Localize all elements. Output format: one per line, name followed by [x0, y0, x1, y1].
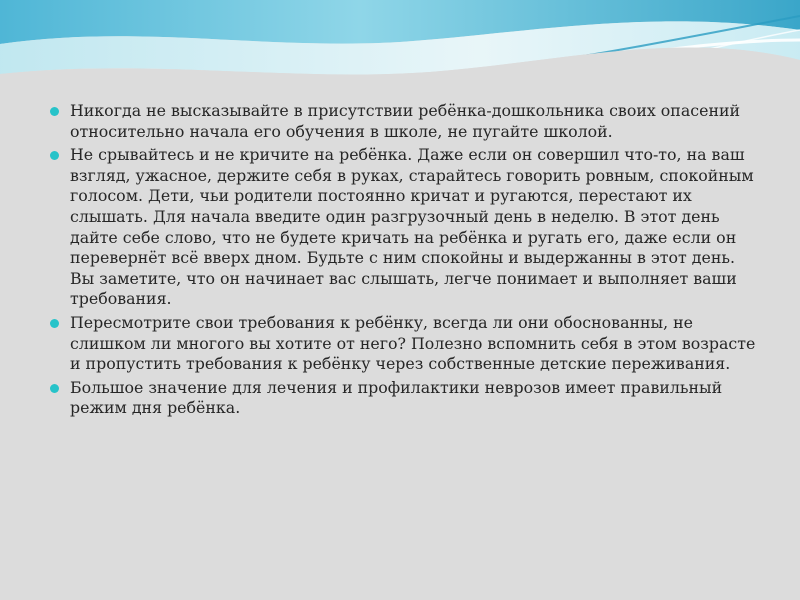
- bullet-dot-icon: [50, 107, 59, 116]
- bullet-dot-icon: [50, 151, 59, 160]
- bullet-item: [50, 145, 760, 310]
- bullet-text: Пересмотрите свои требования к ребёнку, всегда ли они обоснованны, не слишком ли многого вы хотите от него? Полезно вспомнить себя в этом возрасте и пропустить требования к ребёнку через собственные детские переживания.: [70, 312, 756, 374]
- bullet-text: Не срывайтесь и не кричите на ребёнка. Даже если он совершил что-то, на ваш взгляд, ужасное, держите себя в руках, старайтесь говорить ровным, спокойным голосом. Дети, чьи родители постоянно кричат и ругаются, перестают их слышать. Для начала введите один разгрузочный день в неделю. В этот день дайте себе слово, что не будете кричать на ребёнка и ругать его, даже если он перевернёт всё вверх дном. Будьте с ним спокойны и выдержанны в этот день. Вы заметите, что он начинает вас слышать, легче понимает и выполняет ваши требования.: [70, 145, 754, 309]
- bullet-list: [50, 101, 760, 422]
- bullet-dot-icon: [50, 319, 59, 328]
- bullet-item: [50, 313, 760, 375]
- bullet-item: [50, 378, 760, 419]
- bullet-text: Никогда не высказывайте в присутствии ребёнка-дошкольника своих опасений относительно начала его обучения в школе, не пугайте школой.: [70, 101, 741, 141]
- bullet-item: [50, 101, 760, 142]
- bullet-text: Большое значение для лечения и профилактики неврозов имеет правильный режим дня ребёнка.: [70, 377, 723, 418]
- wave-header-decoration: [0, 0, 800, 110]
- bullet-dot-icon: [50, 384, 59, 393]
